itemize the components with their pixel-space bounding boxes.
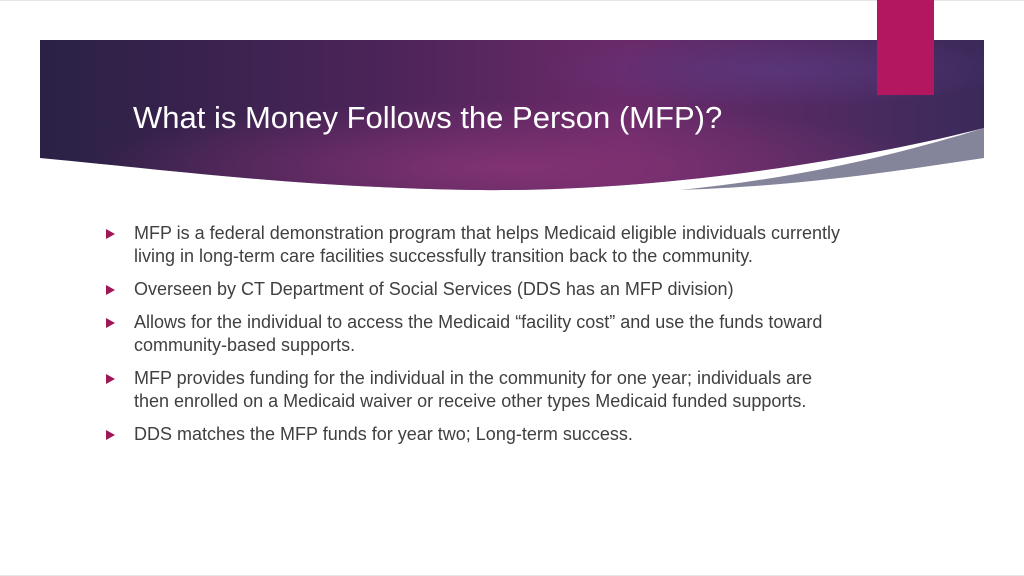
triangle-right-icon	[106, 374, 115, 384]
bullet-text: DDS matches the MFP funds for year two; Long-term success.	[134, 424, 633, 444]
triangle-right-icon	[106, 285, 115, 295]
bullet-item	[106, 367, 846, 413]
triangle-right-icon	[106, 430, 115, 440]
bullet-text: MFP provides funding for the individual in the community for one year; individuals are then enrolled on a Medicaid waiver or receive other types Medicaid funded supports.	[134, 368, 813, 411]
bullet-text: Overseen by CT Department of Social Services (DDS has an MFP division)	[134, 279, 734, 299]
bullet-list	[106, 222, 846, 456]
bullet-text: MFP is a federal demonstration program that helps Medicaid eligible individuals currently living in long-term care facilities successfully transition back to the community.	[134, 223, 841, 266]
bullet-item	[106, 423, 846, 446]
bullet-item	[106, 278, 846, 301]
triangle-right-icon	[106, 318, 115, 328]
bullet-item	[106, 222, 846, 268]
accent-tab	[877, 0, 934, 95]
slide-title: What is Money Follows the Person (MFP)?	[133, 100, 723, 135]
top-divider	[0, 0, 1024, 1]
bullet-text: Allows for the individual to access the Medicaid “facility cost” and use the funds toward community-based supports.	[134, 312, 823, 355]
triangle-right-icon	[106, 229, 115, 239]
bullet-item	[106, 311, 846, 357]
